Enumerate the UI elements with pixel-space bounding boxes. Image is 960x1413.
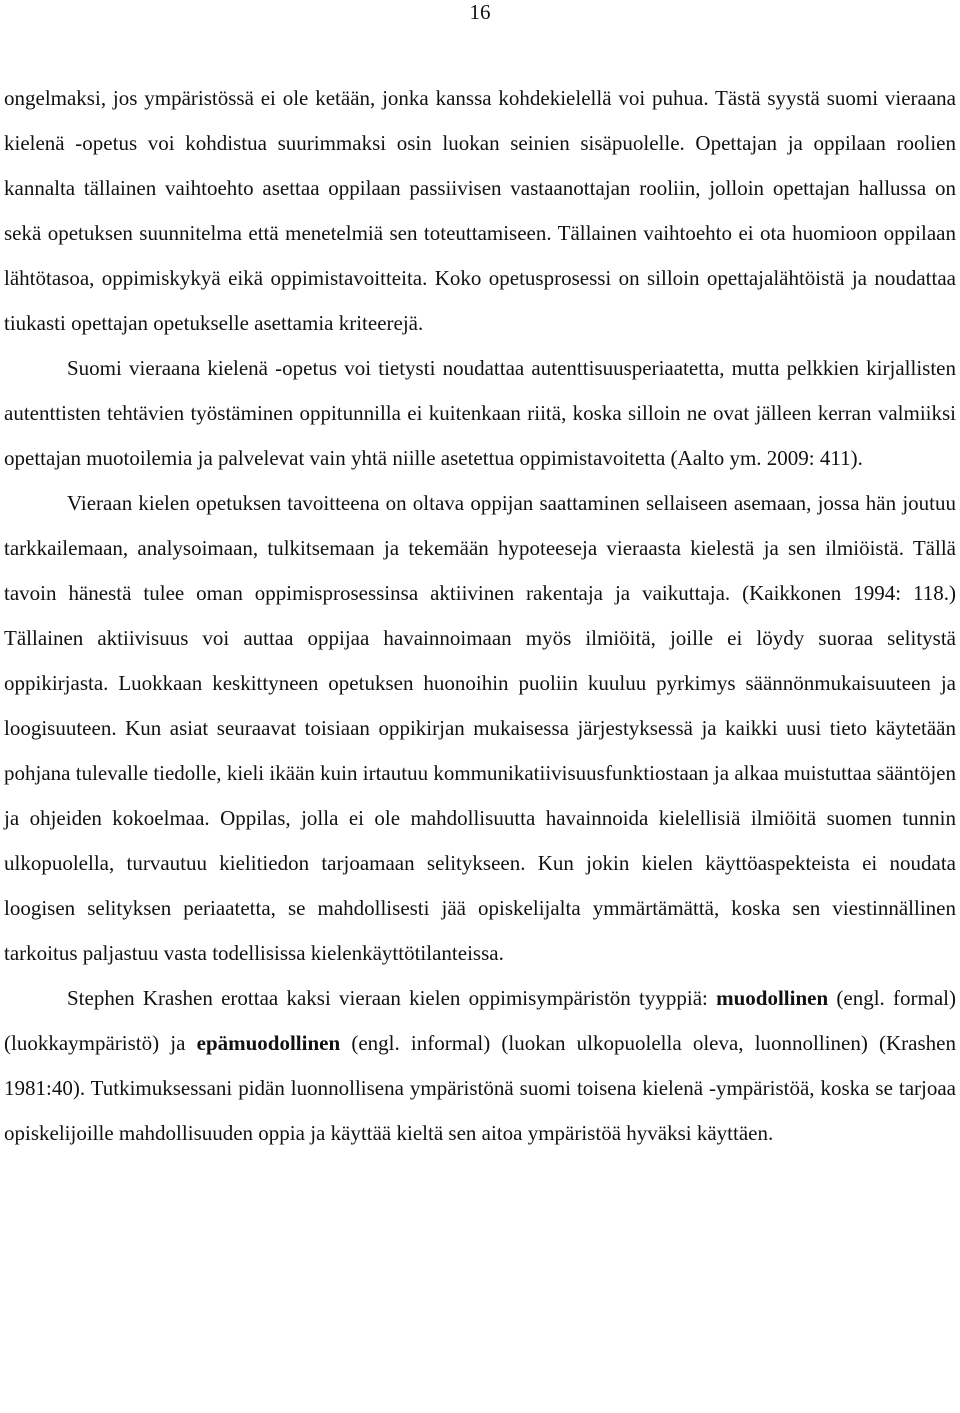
term-informal: epämuodollinen: [196, 1031, 341, 1055]
term-formal: muodollinen: [716, 986, 829, 1010]
paragraph-4-text-3: (engl. informal) (luokan ulkopuolella oleva, luonnollinen) (Krashen 1981:40). Tutkimuksessani pidän luonnollisena ympäristönä suomi toisena kielenä -ympäristöä, koska se tarjoaa opiskelijoille mahdollisuuden oppia ja käyttää kieltä sen aitoa ympäristöä hyväksi käyttäen.: [4, 1031, 956, 1145]
paragraph-4-text-2: (engl. formal) (luokkaympäristö) ja: [4, 986, 957, 1055]
page-number: 16: [469, 0, 491, 24]
document-body: [4, 76, 956, 1156]
paragraph-1: ongelmaksi, jos ympäristössä ei ole ketään, jonka kanssa kohdekielellä voi puhua. Tästä syystä suomi vieraana kielenä -opetus voi kohdistua suurimmaksi osin luokan seinien sisäpuolelle. Opettajan ja oppilaan roolien kannalta tällainen vaihtoehto asettaa oppilaan passiivisen vastaanottajan rooliin, jolloin opettajan hallussa on sekä opetuksen suunnitelma että menetelmiä sen toteuttamiseen. Tällainen vaihtoehto ei ota huomioon oppilaan lähtötasoa, oppimiskykyä eikä oppimistavoitteita. Koko opetusprosessi on silloin opettajalähtöistä ja noudattaa tiukasti opettajan opetukselle asettamia kriteerejä.: [4, 86, 956, 335]
paragraph-3: Vieraan kielen opetuksen tavoitteena on oltava oppijan saattaminen sellaiseen asemaan, jossa hän joutuu tarkkailemaan, analysoimaan, tulkitsemaan ja tekemään hypoteeseja vieraasta kielestä ja sen ilmiöistä. Tällä tavoin hänestä tulee oman oppimisprosessinsa aktiivinen rakentaja ja vaikuttaja. (Kaikkonen 1994: 118.) Tällainen aktiivisuus voi auttaa oppijaa havainnoimaan myös ilmiöitä, joille ei löydy suoraa selitystä oppikirjasta. Luokkaan keskittyneen opetuksen huonoihin puoliin kuuluu pyrkimys säännönmukaisuuteen ja loogisuuteen. Kun asiat seuraavat toisiaan oppikirjan mukaisessa järjestyksessä ja kaikki uusi tieto käytetään pohjana tulevalle tiedolle, kieli ikään kuin irtautuu kommunikatiivisuusfunktiostaan ja alkaa muistuttaa sääntöjen ja ohjeiden kokoelmaa. Oppilas, jolla ei ole mahdollisuutta havainnoida kielellisiä ilmiöitä suomen tunnin ulkopuolella, turvautuu kielitiedon tarjoamaan selitykseen. Kun jokin kielen käyttöaspekteista ei noudata loogisen selityksen periaatetta, se mahdollisesti jää opiskelijalta ymmärtämättä, koska sen viestinnällinen tarkoitus paljastuu vasta todellisissa kielenkäyttötilanteissa.: [4, 491, 956, 965]
paragraph-4-text-1: Stephen Krashen erottaa kaksi vieraan kielen oppimisympäristön tyyppiä:: [67, 986, 717, 1010]
paragraph-2: Suomi vieraana kielenä -opetus voi tietysti noudattaa autenttisuusperiaatetta, mutta pelkkien kirjallisten autenttisten tehtävien työstäminen oppitunnilla ei kuitenkaan riitä, koska silloin ne ovat jälleen kerran valmiiksi opettajan muotoilemia ja palvelevat vain yhtä niille asetettua oppimistavoitetta (Aalto ym. 2009: 411).: [4, 356, 956, 470]
paragraph-4: [4, 976, 956, 1156]
